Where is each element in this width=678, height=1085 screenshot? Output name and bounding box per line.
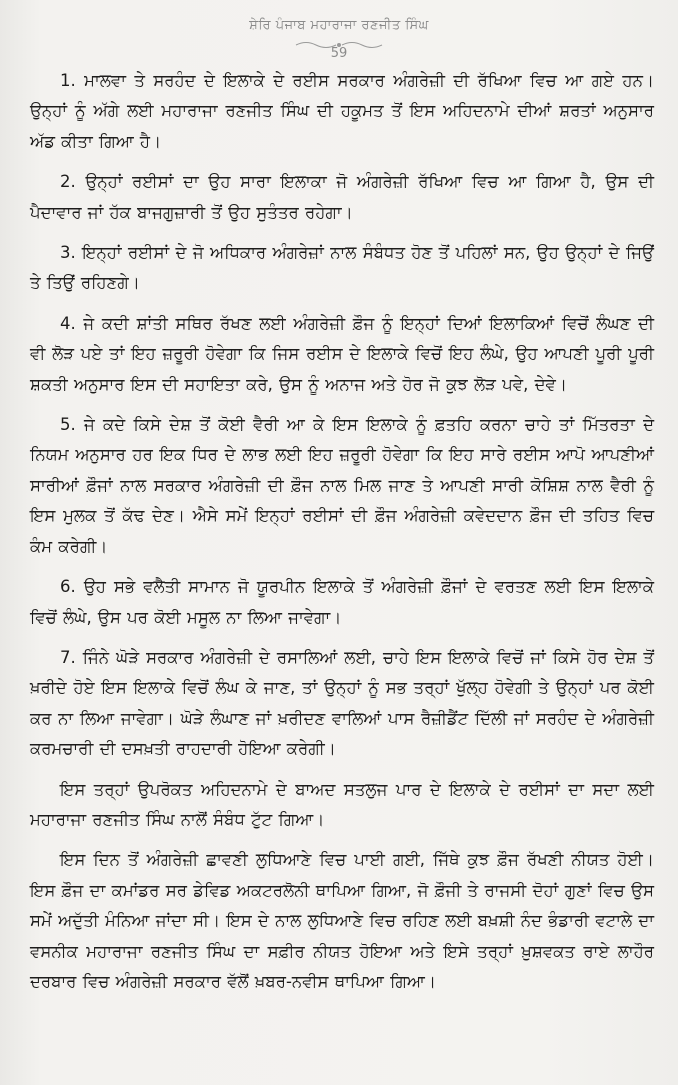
paragraph-clause-1: 1. ਮਾਲਵਾ ਤੇ ਸਰਹੰਦ ਦੇ ਇਲਾਕੇ ਦੇ ਰਈਸ ਸਰਕਾਰ ਅੰਗਰੇਜ਼ੀ ਦੀ ਰੱਖਿਆ ਵਿਚ ਆ ਗਏ ਹਨ। ਉਨ੍ਹਾਂ ਨੂੰ ਅੱਗੇ ਲਈ ਮਹਾਰਾਜਾ ਰਣਜੀਤ ਸਿੰਘ ਦੀ ਹਕੂਮਤ ਤੋਂ ਇਸ ਅਹਿਦਨਾਮੇ ਦੀਆਂ ਸ਼ਰਤਾਂ ਅਨੁਸਾਰ ਅੱਡ ਕੀਤਾ ਗਿਆ ਹੈ।: [30, 71, 654, 151]
body-text: [30, 66, 654, 1007]
paragraph-clause-3: 3. ਇਨ੍ਹਾਂ ਰਈਸਾਂ ਦੇ ਜੋ ਅਧਿਕਾਰ ਅੰਗਰੇਜ਼ਾਂ ਨਾਲ ਸੰਬੰਧਤ ਹੋਣ ਤੋਂ ਪਹਿਲਾਂ ਸਨ, ਉਹ ਉਨ੍ਹਾਂ ਦੇ ਜਿਉਂ ਤੇ ਤਿਉਂ ਰਹਿਣਗੇ।: [30, 243, 654, 293]
paragraph-clause-7: 7. ਜਿੰਨੇ ਘੋੜੇ ਸਰਕਾਰ ਅੰਗਰੇਜ਼ੀ ਦੇ ਰਸਾਲਿਆਂ ਲਈ, ਚਾਹੇ ਇਸ ਇਲਾਕੇ ਵਿਚੋਂ ਜਾਂ ਕਿਸੇ ਹੋਰ ਦੇਸ਼ ਤੋਂ ਖ਼ਰੀਦੇ ਹੋਏ ਇਸ ਇਲਾਕੇ ਵਿਚੋਂ ਲੰਘ ਕੇ ਜਾਣ, ਤਾਂ ਉਨ੍ਹਾਂ ਨੂੰ ਸਭ ਤਰ੍ਹਾਂ ਖੁੱਲ੍ਹ ਹੋਵੇਗੀ ਤੇ ਉਨ੍ਹਾਂ ਪਰ ਕੋਈ ਕਰ ਨਾ ਲਿਆ ਜਾਵੇਗਾ। ਘੋੜੇ ਲੰਘਾਣ ਜਾਂ ਖ਼ਰੀਦਣ ਵਾਲਿਆਂ ਪਾਸ ਰੈਜ਼ੀਡੈਂਟ ਦਿੱਲੀ ਜਾਂ ਸਰਹੰਦ ਦੇ ਅੰਗਰੇਜ਼ੀ ਕਰਮਚਾਰੀ ਦੀ ਦਸਖ਼ਤੀ ਰਾਹਦਾਰੀ ਹੋਇਆ ਕਰੇਗੀ।: [30, 647, 654, 759]
paragraph-summary: ਇਸ ਤਰ੍ਹਾਂ ਉਪਰੋਕਤ ਅਹਿਦਨਾਮੇ ਦੇ ਬਾਅਦ ਸਤਲੁਜ ਪਾਰ ਦੇ ਇਲਾਕੇ ਦੇ ਰਈਸਾਂ ਦਾ ਸਦਾ ਲਈ ਮਹਾਰਾਜਾ ਰਣਜੀਤ ਸਿੰਘ ਨਾਲੋਂ ਸੰਬੰਧ ਟੁੱਟ ਗਿਆ।: [30, 779, 654, 829]
page-number: 59: [330, 46, 348, 61]
paragraph-clause-6: 6. ਉਹ ਸਭੇ ਵਲੈਤੀ ਸਾਮਾਨ ਜੋ ਯੂਰਪੀਨ ਇਲਾਕੇ ਤੋਂ ਅੰਗਰੇਜ਼ੀ ਫ਼ੌਜਾਂ ਦੇ ਵਰਤਣ ਲਈ ਇਸ ਇਲਾਕੇ ਵਿਚੋਂ ਲੰਘੇ, ਉਸ ਪਰ ਕੋਈ ਮਸੂਲ ਨਾ ਲਿਆ ਜਾਵੇਗਾ।: [30, 577, 654, 627]
paragraph-clause-2: 2. ਉਨ੍ਹਾਂ ਰਈਸਾਂ ਦਾ ਉਹ ਸਾਰਾ ਇਲਾਕਾ ਜੋ ਅੰਗਰੇਜ਼ੀ ਰੱਖਿਆ ਵਿਚ ਆ ਗਿਆ ਹੈ, ਉਸ ਦੀ ਪੈਦਾਵਾਰ ਜਾਂ ਹੱਕ ਬਾਜਗੁਜ਼ਾਰੀ ਤੋਂ ਉਹ ਸੁਤੰਤਰ ਰਹੇਗਾ।: [30, 172, 654, 222]
paragraph-ludhiana: ਇਸ ਦਿਨ ਤੋਂ ਅੰਗਰੇਜ਼ੀ ਛਾਵਣੀ ਲੁਧਿਆਣੇ ਵਿਚ ਪਾਈ ਗਈ, ਜਿੱਥੇ ਕੁਝ ਫ਼ੌਜ ਰੱਖਣੀ ਨੀਯਤ ਹੋਈ। ਇਸ ਫ਼ੌਜ ਦਾ ਕਮਾਂਡਰ ਸਰ ਡੇਵਿਡ ਅਕਟਰਲੋਨੀ ਥਾਪਿਆ ਗਿਆ, ਜੋ ਫ਼ੌਜੀ ਤੇ ਰਾਜਸੀ ਦੋਹਾਂ ਗੁਣਾਂ ਵਿਚ ਉਸ ਸਮੇਂ ਅਦੁੱਤੀ ਮੰਨਿਆ ਜਾਂਦਾ ਸੀ। ਇਸ ਦੇ ਨਾਲ ਲੁਧਿਆਣੇ ਵਿਚ ਰਹਿਣ ਲਈ ਬਖ਼ਸ਼ੀ ਨੰਦ ਭੰਡਾਰੀ ਵਟਾਲੇ ਦਾ ਵਸਨੀਕ ਮਹਾਰਾਜਾ ਰਣਜੀਤ ਸਿੰਘ ਦਾ ਸਫ਼ੀਰ ਨੀਯਤ ਹੋਇਆ ਅਤੇ ਇਸੇ ਤਰ੍ਹਾਂ ਖ਼ੁਸ਼ਵਕਤ ਰਾਏ ਲਾਹੌਰ ਦਰਬਾਰ ਵਿਚ ਅੰਗਰੇਜ਼ੀ ਸਰਕਾਰ ਵੱਲੋਂ ਖ਼ਬਰ-ਨਵੀਸ ਥਾਪਿਆ ਗਿਆ।: [30, 850, 654, 991]
running-title: ਸ਼ੇਰਿ ਪੰਜਾਬ ਮਹਾਰਾਜਾ ਰਣਜੀਤ ਸਿੰਘ: [249, 18, 429, 33]
paragraph-clause-4: 4. ਜੇ ਕਦੀ ਸ਼ਾਂਤੀ ਸਥਿਰ ਰੱਖਣ ਲਈ ਅੰਗਰੇਜ਼ੀ ਫ਼ੌਜ ਨੂੰ ਇਨ੍ਹਾਂ ਦਿਆਂ ਇਲਾਕਿਆਂ ਵਿਚੋਂ ਲੰਘਣ ਦੀ ਵੀ ਲੋੜ ਪਏ ਤਾਂ ਇਹ ਜ਼ਰੂਰੀ ਹੋਵੇਗਾ ਕਿ ਜਿਸ ਰਈਸ ਦੇ ਇਲਾਕੇ ਵਿਚੋਂ ਇਹ ਲੰਘੇ, ਉਹ ਆਪਣੀ ਪੂਰੀ ਪੂਰੀ ਸ਼ਕਤੀ ਅਨੁਸਾਰ ਇਸ ਦੀ ਸਹਾਇਤਾ ਕਰੇ, ਉਸ ਨੂੰ ਅਨਾਜ ਅਤੇ ਹੋਰ ਜੋ ਕੁਝ ਲੋੜ ਪਵੇ, ਦੇਵੇ।: [30, 313, 654, 394]
paragraph-clause-5: 5. ਜੇ ਕਦੇ ਕਿਸੇ ਦੇਸ਼ ਤੋਂ ਕੋਈ ਵੈਰੀ ਆ ਕੇ ਇਸ ਇਲਾਕੇ ਨੂੰ ਫ਼ਤਹਿ ਕਰਨਾ ਚਾਹੇ ਤਾਂ ਮਿੱਤਰਤਾ ਦੇ ਨਿਯਮ ਅਨੁਸਾਰ ਹਰ ਇਕ ਧਿਰ ਦੇ ਲਾਭ ਲਈ ਇਹ ਜ਼ਰੂਰੀ ਹੋਵੇਗਾ ਕਿ ਇਹ ਸਾਰੇ ਰਈਸ ਆਪੋ ਆਪਣੀਆਂ ਸਾਰੀਆਂ ਫ਼ੌਜਾਂ ਨਾਲ ਸਰਕਾਰ ਅੰਗਰੇਜ਼ੀ ਦੀ ਫ਼ੌਜ ਨਾਲ ਮਿਲ ਜਾਣ ਤੇ ਆਪਣੀ ਸਾਰੀ ਕੋਸ਼ਿਸ਼ ਨਾਲ ਵੈਰੀ ਨੂੰ ਇਸ ਮੁਲਕ ਤੋਂ ਕੱਢ ਦੇਣ। ਐਸੇ ਸਮੇਂ ਇਨ੍ਹਾਂ ਰਈਸਾਂ ਦੀ ਫ਼ੌਜ ਅੰਗਰੇਜ਼ੀ ਕਵੇਦਦਾਨ ਫ਼ੌਜ ਦੀ ਤਹਿਤ ਵਿਚ ਕੰਮ ਕਰੇਗੀ।: [30, 415, 654, 556]
